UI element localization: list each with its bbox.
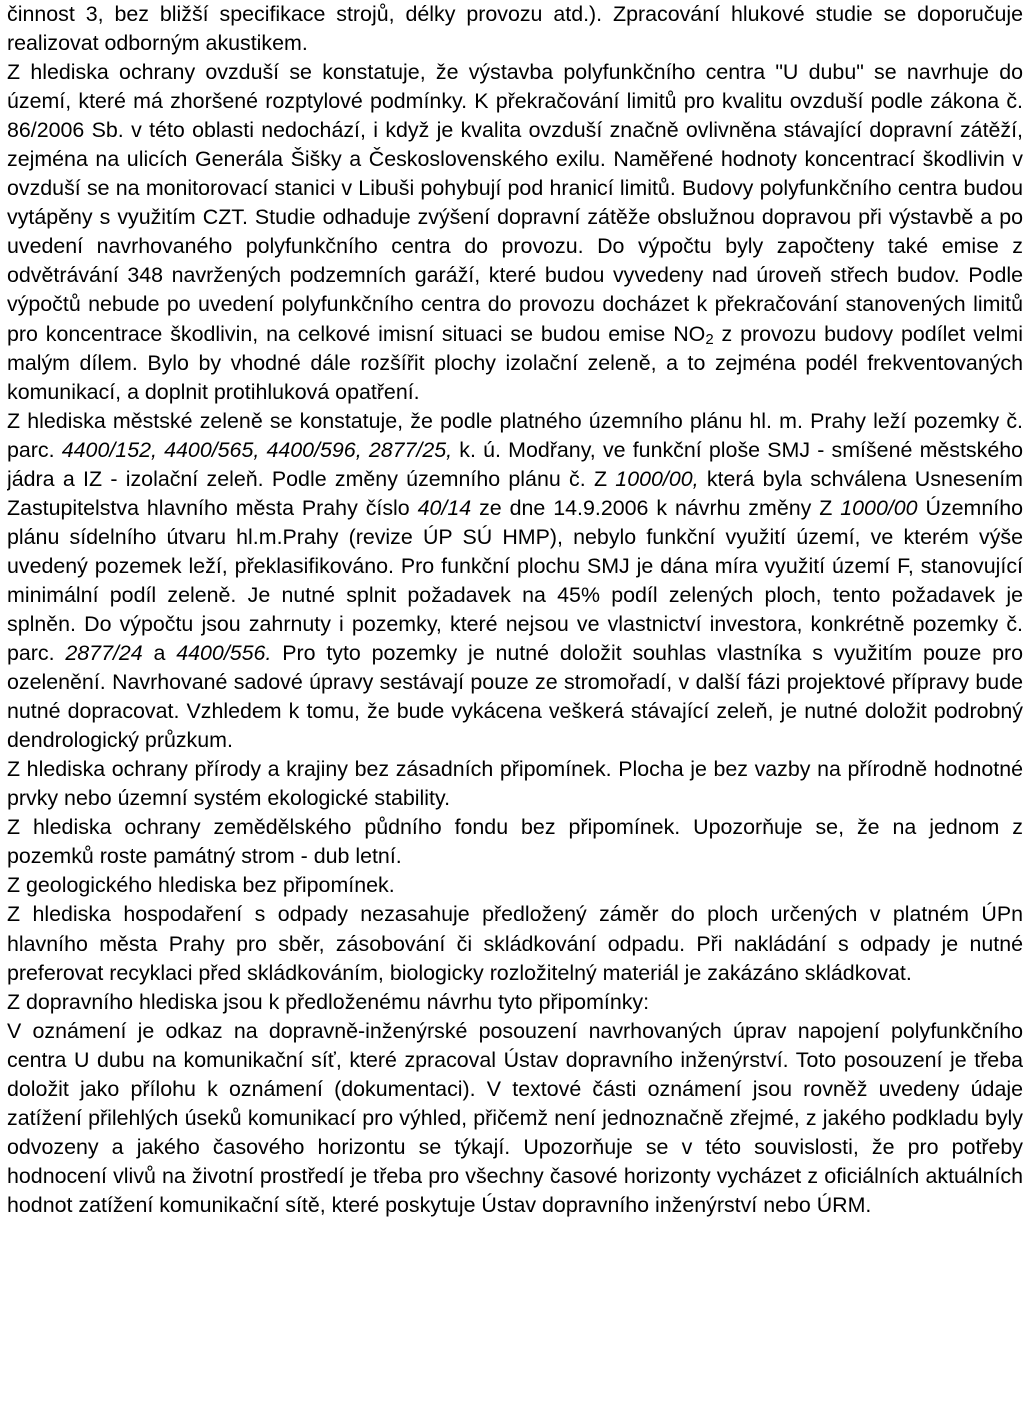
paragraph-p7 bbox=[7, 900, 1023, 987]
paragraph-p8 bbox=[7, 988, 1023, 1017]
italic-text-run: 40/14 bbox=[417, 495, 472, 520]
text-run: Z dopravního hlediska jsou k předloženému návrhu tyto připomínky: bbox=[7, 989, 650, 1014]
italic-text-run: 4400/152, 4400/565, 4400/596, 2877/25, bbox=[61, 437, 453, 462]
paragraph-p9 bbox=[7, 1017, 1023, 1220]
italic-text-run: 4400/556. bbox=[176, 641, 272, 666]
text-run: činnost 3, bez bližší specifikace strojů, délky provozu atd.). Zpracování hlukové studie se doporučuje realizovat odborným akustikem. bbox=[7, 2, 1023, 56]
text-run: ze dne 14.9.2006 k návrhu změny Z bbox=[471, 495, 841, 520]
paragraph-p2 bbox=[7, 58, 1023, 407]
italic-text-run: 1000/00, bbox=[615, 466, 699, 491]
italic-text-run: 2877/24 bbox=[65, 641, 143, 666]
text-run: Z hlediska městské zeleně se konstatuje, že podle platného územního plánu hl. m. Prahy leží pozemky č. parc. bbox=[7, 408, 1023, 462]
paragraph-p6 bbox=[7, 871, 1023, 900]
document-body bbox=[7, 0, 1023, 1220]
paragraph-p5 bbox=[7, 813, 1023, 871]
text-run: která byla schválena Usnesením Zastupitelstva hlavního města Prahy číslo bbox=[7, 466, 1023, 520]
paragraph-p3 bbox=[7, 407, 1023, 756]
document-page bbox=[7, 0, 1023, 1421]
text-run: Z hlediska ochrany přírody a krajiny bez zásadních připomínek. Plocha je bez vazby na přírodně hodnotné prvky nebo územní systém ekologické stability. bbox=[7, 757, 1023, 811]
italic-text-run: 1000/00 bbox=[840, 495, 918, 520]
text-run: Z hlediska ochrany zemědělského půdního fondu bez připomínek. Upozorňuje se, že na jednom z pozemků roste památný strom - dub letní. bbox=[7, 815, 1023, 869]
paragraph-p4 bbox=[7, 755, 1023, 813]
text-run: a bbox=[142, 641, 177, 666]
text-run: V oznámení je odkaz na dopravně-inženýrské posouzení navrhovaných úprav napojení polyfunkčního centra U dubu na komunikační síť, které zpracoval Ústav dopravního inženýrství. Toto posouzení je třeba doložit jako přílohu k oznámení (dokumentaci). V textové části oznámení jsou rovněž uvedeny údaje zatížení přilehlých úseků komunikací pro výhled, přičemž není jednoznačně zřejmé, z jakého podkladu byly odvozeny a jakého časového horizontu se týkají. Upozorňuje se v této souvislosti, že pro potřeby hodnocení vlivů na životní prostředí je třeba pro všechny časové horizonty vycházet z oficiálních aktuálních hodnot zatížení komunikační sítě, které poskytuje Ústav dopravního inženýrství nebo ÚRM. bbox=[7, 1018, 1023, 1217]
text-run: Z hlediska hospodaření s odpady nezasahuje předložený záměr do ploch určených v platném ÚPn hlavního města Prahy pro sběr, zásobování či skládkování odpadu. Při nakládání s odpady je nutné preferovat recyklaci před skládkováním, biologicky rozložitelný materiál je zakázáno skládkovat. bbox=[7, 902, 1023, 985]
text-run: Územního plánu sídelního útvaru hl.m.Prahy (revize ÚP SÚ HMP), nebylo funkční využití území, ve kterém výše uvedený pozemek leží, překlasifikováno. Pro funkční plochu SMJ je dána míra využití území F, stanovující minimální podíl zeleně. Je nutné splnit požadavek na 45% podíl zelených ploch, tento požadavek je splněn. Do výpočtu jsou zahrnuty i pozemky, které nejsou ve vlastnictví investora, konkrétně pozemky č. parc. bbox=[7, 495, 1023, 666]
text-run: Pro tyto pozemky je nutné doložit souhlas vlastníka s využitím pouze pro ozelenění. Navrhované sadové úpravy sestávají pouze ze stromořadí, v další fázi projektové přípravy bude nutné dopracovat. Vzhledem k tomu, že bude vykácena veškerá stávající zeleň, je nutné doložit podrobný dendrologický průzkum. bbox=[7, 641, 1023, 753]
text-run: z provozu budovy podílet velmi malým dílem. Bylo by vhodné dále rozšířit plochy izolační zeleně, a to zejména podél frekventovaných komunikací, a doplnit protihluková opatření. bbox=[7, 321, 1023, 404]
text-run: Z geologického hlediska bez připomínek. bbox=[7, 873, 395, 898]
text-run: k. ú. Modřany, ve funkční ploše SMJ - smíšené městského jádra a IZ - izolační zeleň. Podle změny územního plánu č. Z bbox=[7, 437, 1023, 491]
text-run: Z hlediska ochrany ovzduší se konstatuje, že výstavba polyfunkčního centra "U dubu" se navrhuje do území, které má zhoršené rozptylové podmínky. K překračování limitů pro kvalitu ovzduší podle zákona č. 86/2006 Sb. v této oblasti nedochází, i když je kvalita ovzduší značně ovlivněna stávající dopravní zátěží, zejména na ulicích Generála Šišky a Československého exilu. Naměřené hodnoty koncentrací škodlivin v ovzduší se na monitorovací stanici v Libuši pohybují pod hranicí limitů. Budovy polyfunkčního centra budou vytápěny s využitím CZT. Studie odhaduje zvýšení dopravní zátěže obslužnou dopravou při výstavbě a po uvedení navrhovaného polyfunkčního centra do provozu. Do výpočtu byly započteny také emise z odvětrávání 348 navržených podzemních garáží, které budou vyvedeny nad úroveň střech budov. Podle výpočtů nebude po uvedení polyfunkčního centra do provozu docházet k překračování stanovených limitů pro koncentrace škodlivin, na celkové imisní situaci se budou emise NO bbox=[7, 60, 1023, 346]
paragraph-p1 bbox=[7, 0, 1023, 58]
subscript-text: 2 bbox=[705, 330, 714, 348]
